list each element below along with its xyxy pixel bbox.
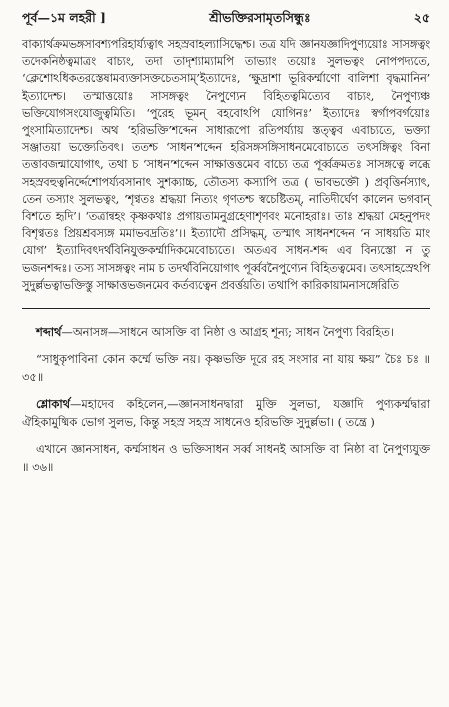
page: [22, 10, 430, 485]
page-number: ২৫: [413, 10, 430, 25]
sanskrit-commentary: বাক্যার্থক্রমভঙ্গসাবশ্যপরিহার্য্যত্বাৎ সহস্রবাহল্যাসিদ্ধেশ্চ। তত্র যদি জ্ঞানযজ্ঞাদিপুণ্যয়োঃ সাসঙ্গত্বং তদেকনিষ্ঠত্বমাত্রং বাচ্যং, তদা তাদৃশ্যাম্যামপি তাভ্যাং তয়োঃ সুলভত্বং নোপপদ্যতে, ‘ক্লেশোঽধিকতরস্তেষামব্যক্তাসক্তচেতসাম্’ইত্যাদেঃ, ‘ক্ষুদ্রাশা ভূরিকর্ম্মাণো বালিশা বৃদ্ধমানিন’ ইত্যাদেশ্চ। তস্মাত্তয়োঃ সাসঙ্গত্বং নৈপুণ্যেন বিহিতত্বমিত্যেব বাচ্যং, নৈপুণ্যঞ্চ ভক্তিযোগসংযোজুত্বমিতি। ‘পুরেহ ভূমন্ বহবোঽপি যোগিনঃ’ ইত্যাদেঃ স্বর্গাপবর্গয়োঃ পুংসামিত্যাদেশ্চ। অথ ‘হরিভক্তি’শব্দেন সাধারূপো রতিপর্য্যায় স্তত্ত্বব এবাচ্যতে, ভক্ত্যা সঞ্জাতয়া ভক্ত্যেতিবৎ। ততশ্চ ‘সাধন’শব্দেন হরিসঙ্গসঙ্গিসাধনমেবোচ্যতে তৎসঙ্গিত্বং বিনা তত্তাবজন্মাযোগাৎ, তথা চ ‘সাধন’শব্দেন সাক্ষাত্তত্তমেব বাচ্যে তত্র পূর্ব্বক্রমতঃ সাসঙ্গত্বে লব্ধে সহস্রবহুত্বনির্দ্দেশোপর্য্যবসানাৎ সুশক্যাচ্চ, তৌতস্য কস্যাপি তত্র ( ভাবভক্তৌ ) প্রবৃত্তির্নস্যাৎ, তেন তস্যাং সুলভত্বং, ‘শৃণ্বতঃ শ্রদ্ধয়া নিত্যং গৃণতশ্চ স্বচেষ্টিতম্, নাতিদীর্ঘেণ কালেন ভগবান্ বিশতে হৃদি’। ‘তত্রান্বহং কৃষ্ণকথাঃ প্রগায়তামনুগ্রহেণাশৃণবং মনোহরাঃ। তাঃ শ্রদ্ধয়া মেহনুপদং বিশৃণ্বতঃ প্রিয়শ্রবস্যঙ্গ মমাভবদ্রতিঃ’।। ইত্যাদৌ প্রসিদ্ধম্, তস্মাৎ সাধনশব্দেন ‘ন সাধয়তি মাং যোগ’ ইত্যাদিবৎদর্থবিনিযুক্তকর্ম্মাদিকমেবোচ্যতে। অতএব সাধন-শব্দ এব বিন্যস্তো ন তু ভজনশব্দঃ। তস্য সাসঙ্গত্বং নাম চ তদর্থবিনিয়োগাৎ পূর্ব্ববনৈপুণ্যেন বিহিতত্বমেব। তৎসাহস্রেঽপি সুদুর্ল্লভত্বাভক্তিস্তু সাক্ষাত্তভজনমেব কর্তব্যত্বেন প্রবর্ত্তয়তি। তথাপি কারিকায়ামনাসঙ্গেরিতি: [22, 37, 430, 292]
verse-meaning-paragraph: [22, 395, 430, 431]
chapter-label: পূর্ব—১ম লহরী ]: [22, 10, 106, 25]
closing-paragraph: এখানে জ্ঞানসাধন, কর্ম্মসাধন ও ভক্তিসাধন সর্ব্ব সাধনই আসক্তি বা নিষ্ঠা বা নৈপুণ্যযুক্ত ॥ ৩৬॥: [22, 442, 430, 475]
verse-meaning-text: —মহাদেব কহিলেন,—জ্ঞানসাধনদ্বারা মুক্তি সুলভা, যজ্ঞাদি পুণ্যকর্ম্মদ্বারা ঐহিকামুষ্মিক ভোগ সুলভ, কিন্তু সহস্র সহস্র সাধনেও হরিভক্তি সুদুর্ল্লভা। ( তন্ত্রে ): [22, 397, 430, 430]
verse-meaning-label: শ্লোকার্থ: [36, 397, 71, 412]
quote-paragraph: “সাধুকৃপাবিনা কোন কর্ম্মে ভক্তি নয়। কৃষ্ণভক্তি দূরে রহ সংসার না যায় ক্ষয়” চৈঃ চঃ ॥ ৩৫॥: [22, 352, 430, 385]
word-meaning-text: —অনাসঙ্গ—সাধনে আসক্তি বা নিষ্ঠা ও আগ্রহ শূন্য; সাধন নৈপুণ্য বিরহিত।: [61, 325, 394, 340]
section-divider: [22, 308, 430, 309]
word-meaning-paragraph: [22, 323, 430, 341]
bengali-gloss: [22, 323, 430, 476]
book-title: শ্রীভক্তিরসামৃতসিন্ধুঃ: [209, 10, 311, 25]
word-meaning-label: শব্দার্থ: [36, 325, 62, 340]
page-header: [22, 10, 430, 32]
